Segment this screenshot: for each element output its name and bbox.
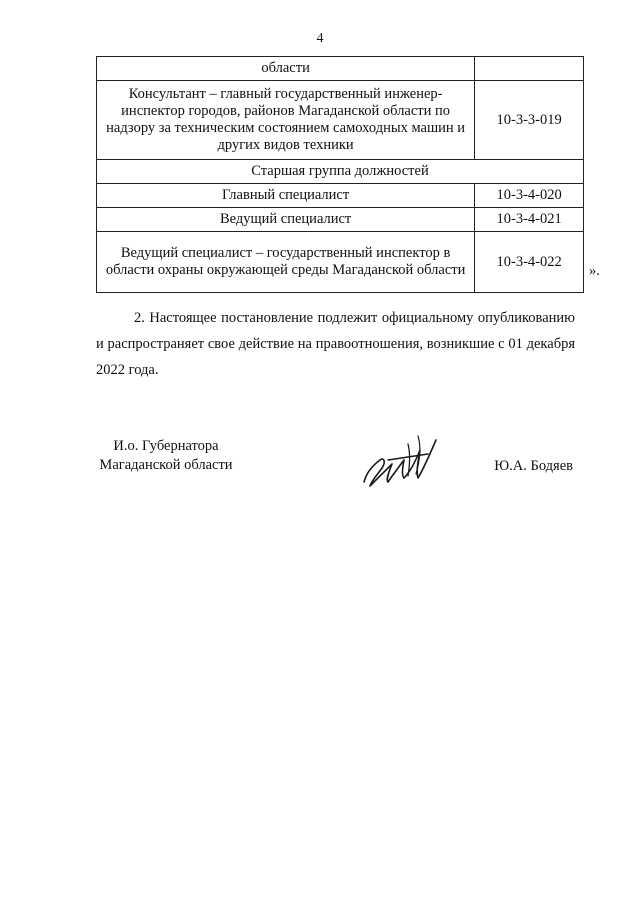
table-row (97, 208, 584, 232)
position-name-cell: области (97, 57, 475, 81)
position-name-cell: Консультант – главный государственный инженер-инспектор городов, районов Магаданской области по надзору за техническим состоянием самоходных машин и других видов техники (97, 81, 475, 160)
paragraph-2: 2. Настоящее постановление подлежит официальному опубликованию и распространяет свое действие на правоотношения, возникшие с 01 декабря 2022 года. (96, 310, 575, 378)
group-heading: Старшая группа должностей (97, 160, 584, 184)
position-name-cell: Ведущий специалист – государственный инспектор в области охраны окружающей среды Магаданской области (97, 232, 475, 293)
position-code-cell: 10-3-4-022 (475, 232, 584, 293)
page-number: 4 (316, 31, 324, 46)
closing-quote: ». (589, 263, 600, 279)
signatory-title-line-2: Магаданской области (99, 457, 233, 473)
signatory-title (96, 437, 236, 475)
table-row (97, 232, 584, 293)
position-name-cell: Ведущий специалист (97, 208, 475, 232)
table-row (97, 81, 584, 160)
position-name-cell: Главный специалист (97, 184, 475, 208)
position-code-cell: 10-3-3-019 (475, 81, 584, 160)
table-row (97, 57, 584, 81)
signer-name: Ю.А. Бодяев (494, 458, 573, 474)
position-code-cell (475, 57, 584, 81)
position-code-cell: 10-3-4-020 (475, 184, 584, 208)
position-code-cell: 10-3-4-021 (475, 208, 584, 232)
group-heading-row (97, 160, 584, 184)
signatory-title-line-1: И.о. Губернатора (113, 438, 219, 454)
handwritten-signature (358, 430, 450, 492)
table-row (97, 184, 584, 208)
positions-table (96, 56, 584, 293)
